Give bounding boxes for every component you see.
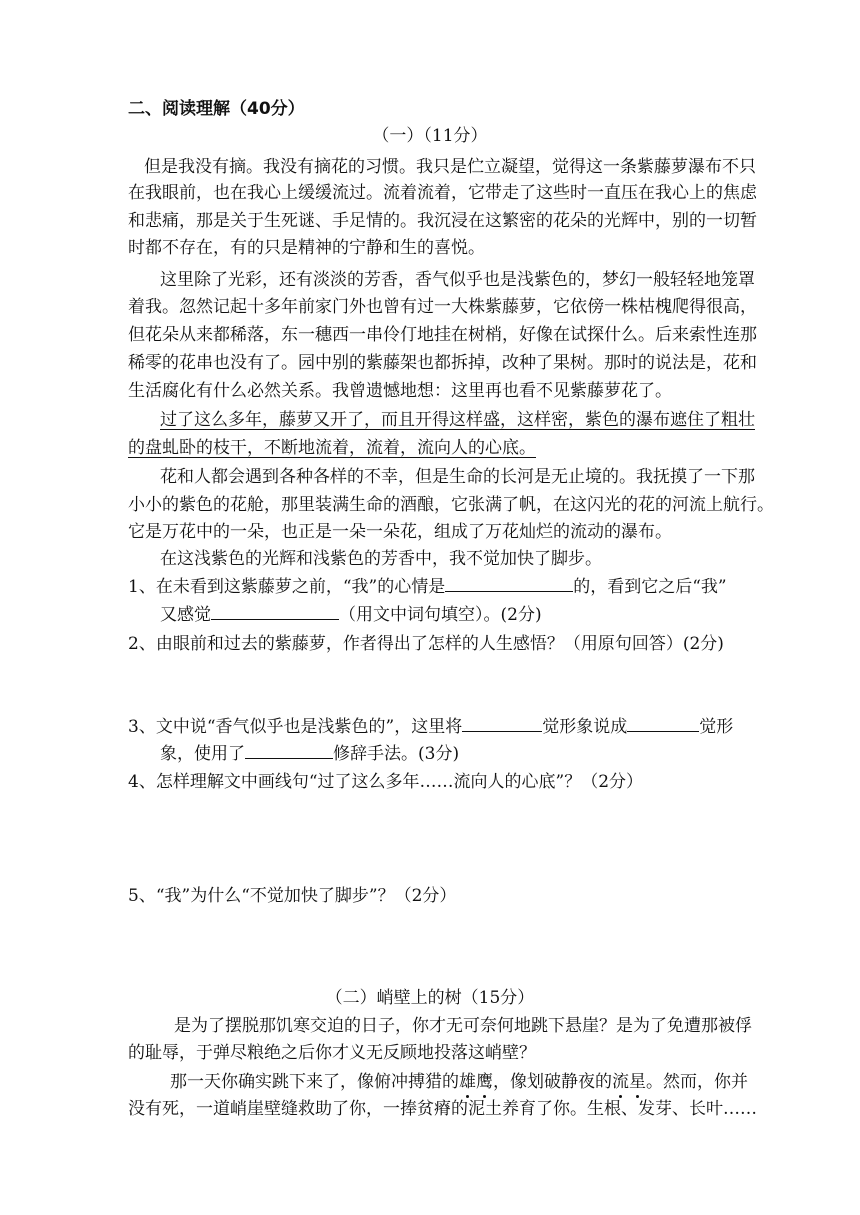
question-1-text-b: 的，看到它之后“我” [573,577,727,597]
part1-para4-line3: 它是万花中的一朵，也正是一朵一朵花，组成了万花灿烂的流动的瀑布。 [128,522,672,542]
part2-para2-text-c: 。然而，你并 [646,1072,748,1092]
question-1-text-d: （用文中词句填空）。(2分) [339,605,542,625]
part1-para2-line4: 稀零的花串也没有了。园中别的紫藤架也都拆掉，改种了果树。那时的说法是，花和 [128,353,757,373]
dotted-word-eagle [459,1072,493,1092]
part1-para2-line1: 这里除了光彩，还有淡淡的芳香，香气似乎也是浅紫色的，梦幻一般轻轻地笼罩 [160,270,755,290]
dotted-word-meteor [612,1072,646,1092]
part1-heading: （一）（11分） [372,126,488,146]
part1-para1-line4: 时都不存在，有的只是精神的宁静和生的喜悦。 [128,238,485,258]
question-3-text-c: 觉形 [699,717,734,737]
question-1-text-c: 又感觉 [160,605,211,625]
dotted-word-eagle-char-1: 鹰 [476,1067,493,1092]
question-1 [128,572,727,597]
question-2: 2、由眼前和过去的紫藤萝，作者得出了怎样的人生感悟？（用原句回答）(2分) [128,634,724,654]
part2-para2-text-a: 那一天你确实跳下来了，像俯冲搏猎的 [170,1072,459,1092]
question-1-text-a: 1、在未看到这紫藤萝之前，“我”的心情是 [128,577,446,597]
answer-blank-1a[interactable] [445,575,573,592]
part2-para1-line2: 的耻辱，于弹尽粮绝之后你才义无反顾地投落这峭壁？ [128,1043,536,1063]
question-3-text-e: 修辞手法。(3分) [333,744,460,764]
part1-para4-line2: 小小的紫色的花舱，那里装满生命的酒酿，它张满了帆，在这闪光的花的河流上航行。 [128,495,774,515]
dotted-word-meteor-char-0: 流 [612,1067,629,1092]
question-3-cont [160,739,459,764]
part2-para2-line2: 没有死，一道峭崖壁缝救助了你，一捧贫瘠的泥土养育了你。生根、发芽、长叶…… [128,1099,757,1119]
answer-blank-3c[interactable] [245,742,333,759]
question-3 [128,712,733,737]
answer-blank-3b[interactable] [627,715,699,732]
question-1-cont [160,600,542,625]
question-4: 4、怎样理解文中画线句“过了这么多年……流向人的心底”？（2分） [128,772,644,792]
part2-para2-line1 [170,1067,748,1092]
question-3-text-d: 象，使用了 [160,744,245,764]
part1-para4-line1: 花和人都会遇到各种各样的不幸，但是生命的长河是无止境的。我抚摸了一下那 [160,467,755,487]
part1-para1-line2: 在我眼前，也在我心上缓缓流过。流着流着，它带走了这些时一直压在我心上的焦虑 [128,183,757,203]
answer-blank-3a[interactable] [462,715,542,732]
part1-para1-line1: 但是我没有摘。我没有摘花的习惯。我只是伫立凝望，觉得这一条紫藤萝瀑布不只 [144,157,756,177]
underlined-sentence-line1: 过了这么多年，藤萝又开了，而且开得这样盛，这样密，紫色的瀑布遮住了粗壮 [160,410,755,430]
part1-para2-line2: 着我。忽然记起十多年前家门外也曾有过一大株紫藤萝，它依傍一株枯槐爬得很高， [128,297,757,317]
part1-para1-line3: 和悲痛，那是关于生死谜、手足情的。我沉浸在这繁密的花朵的光辉中，别的一切暂 [128,211,757,231]
question-5: 5、“我”为什么“不觉加快了脚步”？（2分） [128,886,457,906]
part1-para2-line5: 生活腐化有什么必然关系。我曾遗憾地想：这里再也看不见紫藤萝花了。 [128,381,672,401]
section-title: 二、阅读理解（40分） [128,99,305,119]
part1-para5: 在这浅紫色的光辉和浅紫色的芳香中，我不觉加快了脚步。 [160,549,602,569]
question-3-text-a: 3、文中说“香气似乎也是浅紫色的”，这里将 [128,717,463,737]
dotted-word-eagle-char-0: 雄 [459,1067,476,1092]
dotted-word-meteor-char-1: 星 [629,1067,646,1092]
answer-blank-1b[interactable] [211,603,339,620]
part2-heading: （二）峭壁上的树（15分） [325,988,535,1008]
part2-para1-line1: 是为了摆脱那饥寒交迫的日子，你才无可奈何地跳下悬崖？是为了免遭那被俘 [174,1016,752,1036]
question-3-text-b: 觉形象说成 [542,717,628,737]
underlined-sentence-line2: 的盘虬卧的枝干，不断地流着，流着，流向人的心底。 [128,438,536,458]
part1-para2-line3: 但花朵从来都稀落，东一穗西一串伶仃地挂在树梢，好像在试探什么。后来索性连那 [128,325,757,345]
part2-para2-text-b: ，像划破静夜的 [493,1072,612,1092]
